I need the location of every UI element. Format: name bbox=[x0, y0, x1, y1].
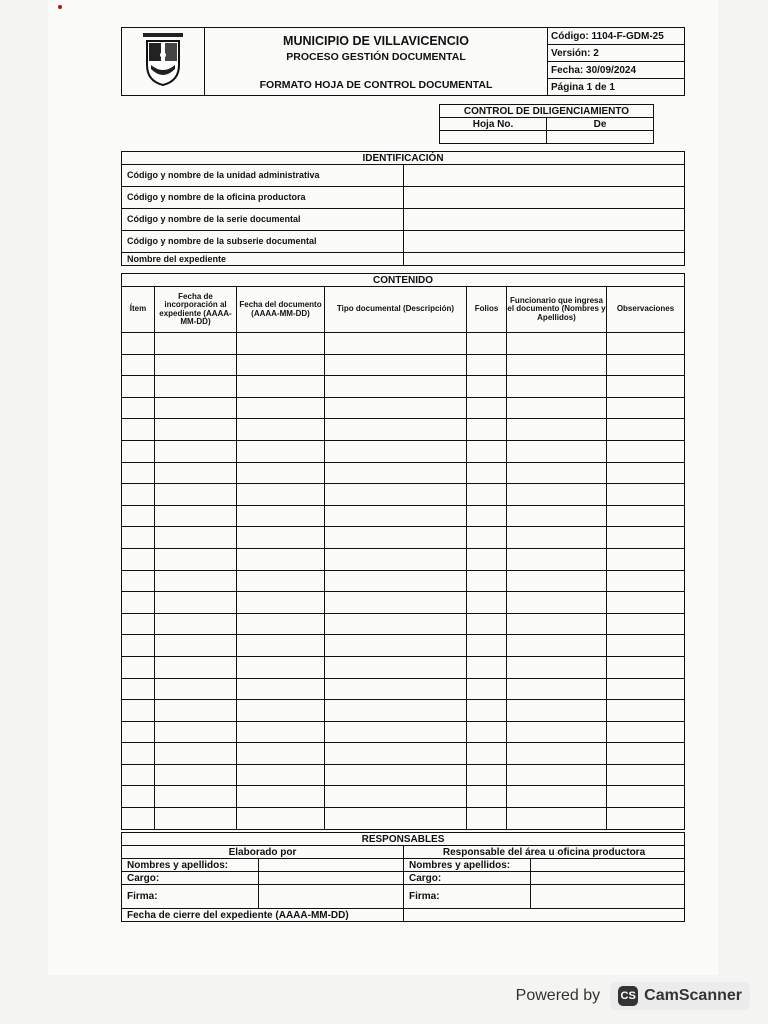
col-tipo-documental: Tipo documental (Descripción) bbox=[325, 287, 467, 333]
table-cell[interactable] bbox=[155, 484, 237, 506]
field-label-unidad: Código y nombre de la unidad administrativa bbox=[122, 165, 404, 187]
table-row bbox=[122, 440, 685, 462]
table-cell[interactable] bbox=[122, 397, 155, 419]
table-cell[interactable] bbox=[325, 354, 467, 376]
table-cell[interactable] bbox=[467, 462, 507, 484]
responsable-firma-label: Firma: bbox=[404, 885, 531, 909]
table-cell[interactable] bbox=[155, 656, 237, 678]
field-input-subserie[interactable] bbox=[403, 231, 685, 253]
table-cell[interactable] bbox=[467, 743, 507, 765]
responsable-cargo-input[interactable] bbox=[531, 872, 685, 885]
field-label-oficina: Código y nombre de la oficina productora bbox=[122, 187, 404, 209]
table-cell[interactable] bbox=[325, 635, 467, 657]
table-cell[interactable] bbox=[325, 764, 467, 786]
control-title: CONTROL DE DILIGENCIAMIENTO bbox=[440, 105, 654, 118]
table-cell[interactable] bbox=[507, 505, 607, 527]
table-cell[interactable] bbox=[325, 613, 467, 635]
table-cell[interactable] bbox=[507, 397, 607, 419]
content-rows bbox=[122, 333, 685, 830]
table-cell[interactable] bbox=[122, 440, 155, 462]
table-cell[interactable] bbox=[467, 505, 507, 527]
table-cell[interactable] bbox=[122, 484, 155, 506]
table-row bbox=[122, 419, 685, 441]
table-cell[interactable] bbox=[325, 548, 467, 570]
table-cell[interactable] bbox=[607, 592, 685, 614]
table-cell[interactable] bbox=[155, 354, 237, 376]
table-cell[interactable] bbox=[325, 527, 467, 549]
table-cell[interactable] bbox=[237, 419, 325, 441]
table-cell[interactable] bbox=[325, 592, 467, 614]
elaborado-firma-label: Firma: bbox=[122, 885, 259, 909]
table-cell[interactable] bbox=[237, 743, 325, 765]
table-cell[interactable] bbox=[607, 635, 685, 657]
title-cell bbox=[205, 28, 548, 96]
header-table bbox=[121, 27, 685, 96]
field-input-expediente[interactable] bbox=[403, 253, 685, 266]
table-cell[interactable] bbox=[155, 397, 237, 419]
table-cell[interactable] bbox=[237, 656, 325, 678]
table-cell[interactable] bbox=[155, 570, 237, 592]
table-cell[interactable] bbox=[237, 764, 325, 786]
table-cell[interactable] bbox=[155, 440, 237, 462]
table-cell[interactable] bbox=[122, 678, 155, 700]
field-label-serie: Código y nombre de la serie documental bbox=[122, 209, 404, 231]
table-row bbox=[122, 656, 685, 678]
table-row bbox=[122, 527, 685, 549]
municipality-logo-icon bbox=[135, 31, 191, 87]
hoja-label: Hoja No. bbox=[440, 118, 547, 131]
table-cell[interactable] bbox=[607, 548, 685, 570]
table-cell[interactable] bbox=[325, 462, 467, 484]
table-cell[interactable] bbox=[122, 570, 155, 592]
table-cell[interactable] bbox=[467, 484, 507, 506]
table-row bbox=[122, 786, 685, 808]
table-cell[interactable] bbox=[607, 354, 685, 376]
table-cell[interactable] bbox=[507, 786, 607, 808]
table-cell[interactable] bbox=[122, 721, 155, 743]
col-fecha-documento: Fecha del documento (AAAA-MM-DD) bbox=[237, 287, 325, 333]
table-cell[interactable] bbox=[467, 678, 507, 700]
field-input-serie[interactable] bbox=[403, 209, 685, 231]
table-cell[interactable] bbox=[607, 721, 685, 743]
table-cell[interactable] bbox=[237, 700, 325, 722]
code-cell: Código: 1104-F-GDM-25 bbox=[548, 28, 685, 45]
identification-table bbox=[121, 151, 685, 266]
camscanner-icon: CS bbox=[618, 986, 638, 1006]
table-cell[interactable] bbox=[507, 527, 607, 549]
table-cell[interactable] bbox=[325, 700, 467, 722]
table-cell[interactable] bbox=[155, 376, 237, 398]
table-cell[interactable] bbox=[122, 592, 155, 614]
version-cell: Versión: 2 bbox=[548, 45, 685, 62]
table-cell[interactable] bbox=[507, 333, 607, 355]
table-cell[interactable] bbox=[507, 570, 607, 592]
table-cell[interactable] bbox=[607, 440, 685, 462]
camscanner-badge bbox=[610, 982, 750, 1010]
table-row bbox=[122, 743, 685, 765]
table-cell[interactable] bbox=[122, 786, 155, 808]
table-cell[interactable] bbox=[155, 505, 237, 527]
content-title: CONTENIDO bbox=[122, 274, 685, 287]
table-cell[interactable] bbox=[467, 764, 507, 786]
table-cell[interactable] bbox=[607, 570, 685, 592]
table-cell[interactable] bbox=[607, 764, 685, 786]
table-cell[interactable] bbox=[607, 527, 685, 549]
table-cell[interactable] bbox=[507, 354, 607, 376]
table-row bbox=[122, 376, 685, 398]
table-cell[interactable] bbox=[155, 700, 237, 722]
table-cell[interactable] bbox=[467, 376, 507, 398]
table-cell[interactable] bbox=[237, 613, 325, 635]
process-title: PROCESO GESTIÓN DOCUMENTAL bbox=[286, 51, 466, 63]
table-cell[interactable] bbox=[237, 786, 325, 808]
table-cell[interactable] bbox=[507, 721, 607, 743]
table-row bbox=[122, 635, 685, 657]
table-cell[interactable] bbox=[155, 743, 237, 765]
table-cell[interactable] bbox=[507, 376, 607, 398]
table-cell[interactable] bbox=[237, 376, 325, 398]
de-input[interactable] bbox=[547, 131, 654, 144]
table-cell[interactable] bbox=[607, 462, 685, 484]
table-row bbox=[122, 678, 685, 700]
table-row bbox=[122, 354, 685, 376]
page-cell: Página 1 de 1 bbox=[548, 79, 685, 96]
elaborado-por-heading: Elaborado por bbox=[122, 846, 404, 859]
elaborado-cargo-input[interactable] bbox=[259, 872, 404, 885]
responsable-nombres-input[interactable] bbox=[531, 859, 685, 872]
table-cell[interactable] bbox=[155, 764, 237, 786]
table-cell[interactable] bbox=[507, 700, 607, 722]
table-cell[interactable] bbox=[122, 419, 155, 441]
table-cell[interactable] bbox=[325, 786, 467, 808]
table-cell[interactable] bbox=[325, 397, 467, 419]
table-cell[interactable] bbox=[467, 700, 507, 722]
table-cell[interactable] bbox=[155, 527, 237, 549]
table-cell[interactable] bbox=[122, 635, 155, 657]
table-cell[interactable] bbox=[122, 376, 155, 398]
table-cell[interactable] bbox=[155, 613, 237, 635]
table-row bbox=[122, 484, 685, 506]
table-cell[interactable] bbox=[467, 419, 507, 441]
table-row bbox=[122, 333, 685, 355]
col-funcionario: Funcionario que ingresa el documento (Nombres y Apellidos) bbox=[507, 287, 607, 333]
elaborado-nombres-input[interactable] bbox=[259, 859, 404, 872]
fecha-cierre-label: Fecha de cierre del expediente (AAAA-MM-DD) bbox=[122, 909, 404, 922]
responsable-nombres-label: Nombres y apellidos: bbox=[404, 859, 531, 872]
table-cell[interactable] bbox=[237, 635, 325, 657]
table-cell[interactable] bbox=[155, 333, 237, 355]
table-cell[interactable] bbox=[507, 656, 607, 678]
table-cell[interactable] bbox=[467, 548, 507, 570]
table-cell[interactable] bbox=[467, 635, 507, 657]
date-cell: Fecha: 30/09/2024 bbox=[548, 62, 685, 79]
table-cell[interactable] bbox=[607, 808, 685, 830]
table-row bbox=[122, 700, 685, 722]
table-cell[interactable] bbox=[607, 743, 685, 765]
table-cell[interactable] bbox=[237, 721, 325, 743]
table-row bbox=[122, 397, 685, 419]
hoja-input[interactable] bbox=[440, 131, 547, 144]
table-cell[interactable] bbox=[237, 333, 325, 355]
camscanner-brand: CamScanner bbox=[644, 987, 742, 1004]
table-cell[interactable] bbox=[507, 419, 607, 441]
elaborado-firma-input[interactable] bbox=[259, 885, 404, 909]
col-item: Ítem bbox=[122, 287, 155, 333]
table-cell[interactable] bbox=[607, 613, 685, 635]
table-cell[interactable] bbox=[122, 743, 155, 765]
table-cell[interactable] bbox=[237, 808, 325, 830]
table-cell[interactable] bbox=[607, 786, 685, 808]
table-cell[interactable] bbox=[507, 743, 607, 765]
table-cell[interactable] bbox=[467, 613, 507, 635]
table-cell[interactable] bbox=[467, 786, 507, 808]
table-cell[interactable] bbox=[122, 764, 155, 786]
table-row bbox=[122, 613, 685, 635]
field-label-subserie: Código y nombre de la subserie documental bbox=[122, 231, 404, 253]
table-cell[interactable] bbox=[467, 527, 507, 549]
table-row bbox=[122, 548, 685, 570]
red-mark bbox=[58, 5, 62, 9]
table-cell[interactable] bbox=[237, 397, 325, 419]
responsables-title: RESPONSABLES bbox=[122, 833, 685, 846]
table-cell[interactable] bbox=[507, 592, 607, 614]
table-cell[interactable] bbox=[155, 462, 237, 484]
table-cell[interactable] bbox=[607, 678, 685, 700]
table-cell[interactable] bbox=[607, 484, 685, 506]
table-cell[interactable] bbox=[122, 354, 155, 376]
table-cell[interactable] bbox=[325, 505, 467, 527]
field-label-expediente: Nombre del expediente bbox=[122, 253, 404, 266]
table-cell[interactable] bbox=[467, 808, 507, 830]
col-folios: Folios bbox=[467, 287, 507, 333]
table-cell[interactable] bbox=[507, 678, 607, 700]
format-title: FORMATO HOJA DE CONTROL DOCUMENTAL bbox=[259, 79, 493, 91]
table-row bbox=[122, 764, 685, 786]
responsable-firma-input[interactable] bbox=[531, 885, 685, 909]
table-cell[interactable] bbox=[507, 440, 607, 462]
elaborado-nombres-label: Nombres y apellidos: bbox=[122, 859, 259, 872]
table-cell[interactable] bbox=[325, 743, 467, 765]
responsable-cargo-label: Cargo: bbox=[404, 872, 531, 885]
table-cell[interactable] bbox=[155, 808, 237, 830]
control-table bbox=[439, 104, 654, 144]
table-cell[interactable] bbox=[325, 440, 467, 462]
table-row bbox=[122, 592, 685, 614]
table-cell[interactable] bbox=[325, 333, 467, 355]
table-cell[interactable] bbox=[237, 678, 325, 700]
table-cell[interactable] bbox=[155, 721, 237, 743]
de-label: De bbox=[547, 118, 654, 131]
table-cell[interactable] bbox=[237, 570, 325, 592]
table-cell[interactable] bbox=[467, 721, 507, 743]
powered-by-label: Powered by bbox=[515, 987, 601, 1004]
table-cell[interactable] bbox=[237, 484, 325, 506]
table-cell[interactable] bbox=[122, 548, 155, 570]
table-cell[interactable] bbox=[507, 484, 607, 506]
table-cell[interactable] bbox=[155, 548, 237, 570]
table-cell[interactable] bbox=[607, 505, 685, 527]
table-cell[interactable] bbox=[237, 462, 325, 484]
identification-title: IDENTIFICACIÓN bbox=[122, 152, 685, 165]
table-cell[interactable] bbox=[507, 764, 607, 786]
content-header-row bbox=[122, 287, 685, 333]
table-cell[interactable] bbox=[325, 484, 467, 506]
responsable-area-heading: Responsable del área u oficina productora bbox=[404, 846, 685, 859]
table-cell[interactable] bbox=[467, 570, 507, 592]
field-input-oficina[interactable] bbox=[403, 187, 685, 209]
table-cell[interactable] bbox=[467, 592, 507, 614]
responsables-table bbox=[121, 832, 685, 922]
table-cell[interactable] bbox=[122, 333, 155, 355]
table-cell[interactable] bbox=[607, 419, 685, 441]
table-row bbox=[122, 462, 685, 484]
table-cell[interactable] bbox=[325, 376, 467, 398]
table-cell[interactable] bbox=[325, 419, 467, 441]
table-cell[interactable] bbox=[155, 786, 237, 808]
table-cell[interactable] bbox=[237, 527, 325, 549]
table-cell[interactable] bbox=[507, 613, 607, 635]
table-cell[interactable] bbox=[607, 656, 685, 678]
table-cell[interactable] bbox=[467, 656, 507, 678]
table-cell[interactable] bbox=[237, 548, 325, 570]
table-cell[interactable] bbox=[507, 548, 607, 570]
municipality-title: MUNICIPIO DE VILLAVICENCIO bbox=[283, 34, 469, 48]
table-cell[interactable] bbox=[122, 462, 155, 484]
table-cell[interactable] bbox=[325, 808, 467, 830]
table-cell[interactable] bbox=[155, 592, 237, 614]
table-row bbox=[122, 505, 685, 527]
table-cell[interactable] bbox=[325, 678, 467, 700]
table-cell[interactable] bbox=[122, 700, 155, 722]
table-cell[interactable] bbox=[507, 635, 607, 657]
field-input-unidad[interactable] bbox=[403, 165, 685, 187]
table-cell[interactable] bbox=[507, 808, 607, 830]
table-cell[interactable] bbox=[607, 397, 685, 419]
logo-cell bbox=[122, 28, 205, 96]
table-cell[interactable] bbox=[237, 440, 325, 462]
table-cell[interactable] bbox=[155, 678, 237, 700]
table-cell[interactable] bbox=[237, 592, 325, 614]
table-cell[interactable] bbox=[237, 354, 325, 376]
table-cell[interactable] bbox=[507, 462, 607, 484]
table-cell[interactable] bbox=[325, 656, 467, 678]
content-table bbox=[121, 273, 685, 830]
table-cell[interactable] bbox=[122, 613, 155, 635]
table-cell[interactable] bbox=[155, 419, 237, 441]
table-row bbox=[122, 570, 685, 592]
table-cell[interactable] bbox=[467, 333, 507, 355]
table-cell[interactable] bbox=[122, 527, 155, 549]
camscanner-watermark bbox=[516, 982, 750, 1010]
table-cell[interactable] bbox=[467, 354, 507, 376]
col-fecha-incorporacion: Fecha de incorporación al expediente (AAAA-MM-DD) bbox=[155, 287, 237, 333]
col-observaciones: Observaciones bbox=[607, 287, 685, 333]
table-cell[interactable] bbox=[607, 700, 685, 722]
table-row bbox=[122, 808, 685, 830]
table-cell[interactable] bbox=[607, 333, 685, 355]
table-row bbox=[122, 721, 685, 743]
elaborado-cargo-label: Cargo: bbox=[122, 872, 259, 885]
table-cell[interactable] bbox=[467, 440, 507, 462]
table-cell[interactable] bbox=[325, 570, 467, 592]
table-cell[interactable] bbox=[122, 656, 155, 678]
table-cell[interactable] bbox=[237, 505, 325, 527]
table-cell[interactable] bbox=[155, 635, 237, 657]
table-cell[interactable] bbox=[607, 376, 685, 398]
table-cell[interactable] bbox=[467, 397, 507, 419]
table-cell[interactable] bbox=[325, 721, 467, 743]
table-cell[interactable] bbox=[122, 808, 155, 830]
table-cell[interactable] bbox=[122, 505, 155, 527]
fecha-cierre-input[interactable] bbox=[404, 909, 685, 922]
